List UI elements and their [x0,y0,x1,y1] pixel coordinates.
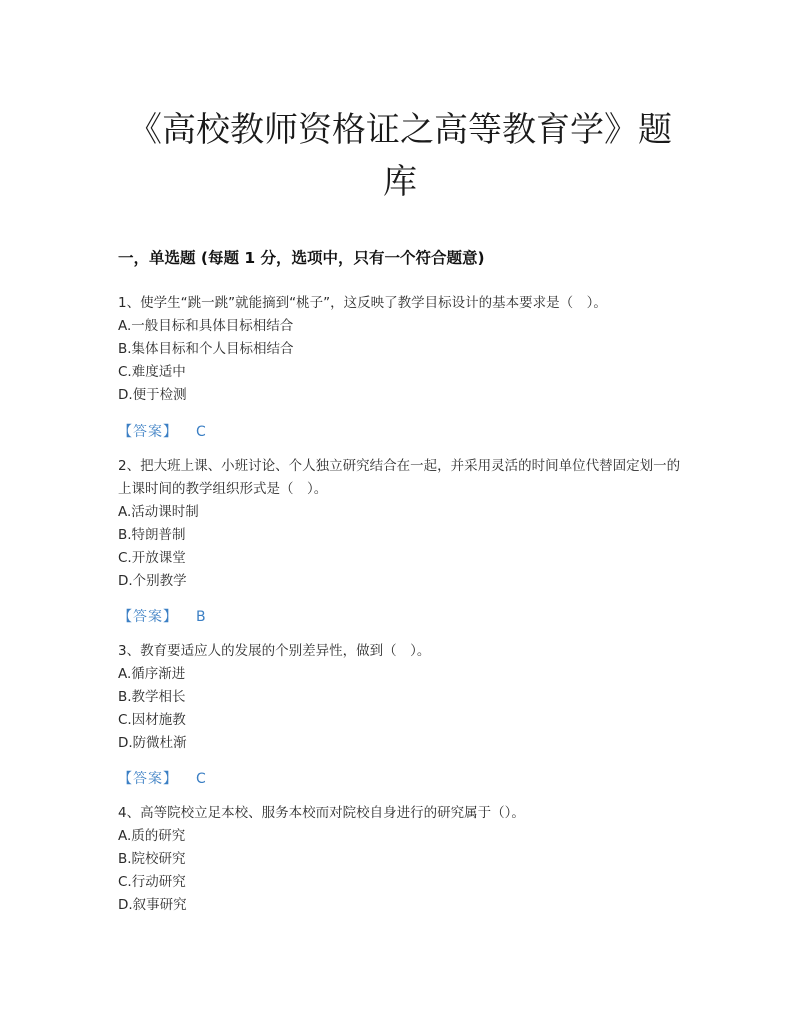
option-c: C.难度适中 [118,364,186,380]
document-title-line-1: 《高校教师资格证之高等教育学》题 [128,110,672,150]
option-a: A.活动课时制 [118,504,199,520]
answer-label: 【答案】 [118,771,178,787]
question-stem: 1、使学生“跳一跳”就能摘到“桃子”，这反映了教学目标设计的基本要求是（ ）。 [118,295,607,311]
answer-1 [118,421,206,441]
answer-value: C [196,771,206,787]
option-d: D.防微杜渐 [118,735,187,751]
option-c: C.行动研究 [118,874,186,890]
option-d: D.叙事研究 [118,897,187,913]
option-a: A.循序渐进 [118,666,186,682]
answer-label: 【答案】 [118,609,178,625]
question-3 [118,640,688,755]
option-b: B.集体目标和个人目标相结合 [118,341,294,357]
answer-label: 【答案】 [118,424,178,440]
question-stem: 3、教育要适应人的发展的个别差异性，做到（ ）。 [118,643,431,659]
question-2 [118,455,688,593]
option-a: A.质的研究 [118,828,186,844]
option-b: B.教学相长 [118,689,186,705]
option-d: D.个别教学 [118,573,187,589]
option-d: D.便于检测 [118,387,187,403]
answer-3 [118,768,206,788]
question-4 [118,802,688,917]
answer-value: C [196,424,206,440]
question-stem: 4、高等院校立足本校、服务本校而对院校自身进行的研究属于（）。 [118,805,525,821]
option-c: C.因材施教 [118,712,186,728]
option-b: B.院校研究 [118,851,186,867]
answer-value: B [196,609,206,625]
section-heading: 一，单选题 (每题 1 分，选项中，只有一个符合题意) [118,249,485,267]
question-stem: 2、把大班上课、小班讨论、个人独立研究结合在一起，并采用灵活的时间单位代替固定划一的上课时间的教学组织形式是（ ）。 [118,458,681,497]
option-a: A.一般目标和具体目标相结合 [118,318,294,334]
option-b: B.特朗普制 [118,527,186,543]
answer-2 [118,606,206,626]
question-1 [118,292,688,407]
option-c: C.开放课堂 [118,550,186,566]
document-title [100,104,700,208]
document-title-line-2: 库 [383,162,417,202]
